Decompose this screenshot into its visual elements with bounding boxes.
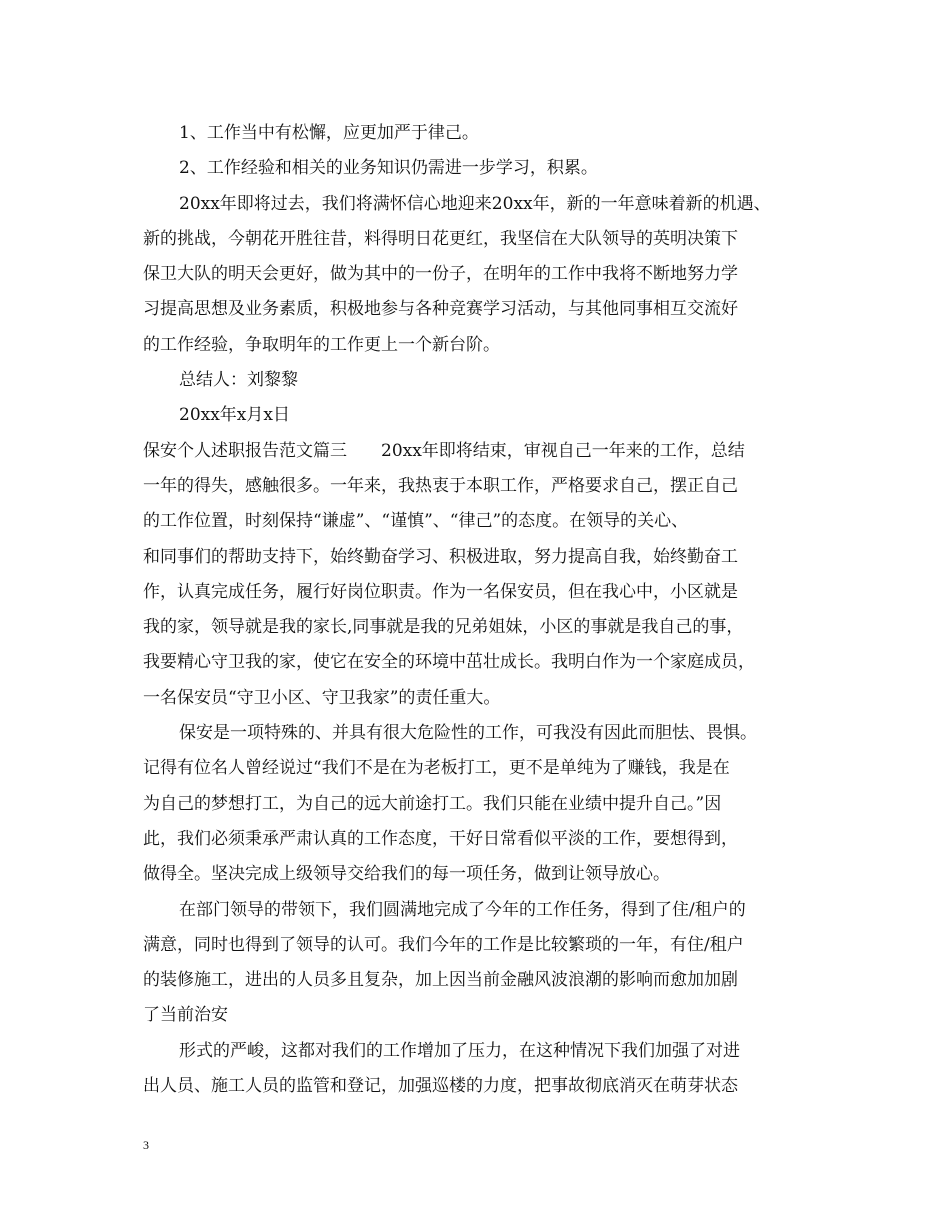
text-line: 此，我们必须秉承严肃认真的工作态度，干好日常看似平淡的工作，要想得到， xyxy=(143,828,738,849)
text-line: 总结人：刘黎黎 xyxy=(179,370,298,391)
text-line: 习提高思想及业务素质，积极地参与各种竞赛学习活动，与其他同事相互交流好 xyxy=(143,299,738,320)
text-line: 20xx年x月x日 xyxy=(179,405,290,426)
text-line: 的工作位置，时刻保持“谦虚”、“谨慎”、“律己”的态度。在领导的关心、 xyxy=(143,511,689,532)
text-line: 为自己的梦想打工，为自己的远大前途打工。我们只能在业绩中提升自己。”因 xyxy=(143,793,722,814)
body-text xyxy=(143,116,827,1104)
text-line: 的工作经验，争取明年的工作更上一个新台阶。 xyxy=(143,334,500,355)
text-line: 2、工作经验和相关的业务知识仍需进一步学习，积累。 xyxy=(179,158,598,179)
text-line: 在部门领导的带领下，我们圆满地完成了今年的工作任务，得到了住/租户的 xyxy=(179,899,746,920)
text-line: 保安是一项特殊的、并具有很大危险性的工作，可我没有因此而胆怯、畏惧。 xyxy=(179,723,757,744)
text-line: 满意，同时也得到了领导的认可。我们今年的工作是比较繁琐的一年，有住/租户 xyxy=(143,934,744,955)
text-line: 一年的得失，感触很多。一年来，我热衷于本职工作，严格要求自己，摆正自己 xyxy=(143,475,738,496)
text-line: 我的家，领导就是我的家长,同事就是我的兄弟姐妹，小区的事就是我自己的事， xyxy=(143,617,744,638)
text-line: 新的挑战，今朝花开胜往昔，料得明日花更红，我坚信在大队领导的英明决策下 xyxy=(143,228,738,249)
text-line: 了当前治安 xyxy=(143,1005,228,1026)
text-line: 做得全。坚决完成上级领导交给我们的每一项任务，做到让领导放心。 xyxy=(143,864,670,885)
text-line: 和同事们的帮助支持下，始终勤奋学习、积极进取，努力提高自我，始终勤奋工 xyxy=(143,546,738,567)
text-line: 记得有位名人曾经说过“我们不是在为老板打工，更不是单纯为了赚钱，我是在 xyxy=(143,758,730,779)
text-line: 我要精心守卫我的家，使它在安全的环境中茁壮成长。我明白作为一个家庭成员， xyxy=(143,652,755,673)
text-line: 保卫大队的明天会更好，做为其中的一份子，在明年的工作中我将不断地努力学 xyxy=(143,264,738,285)
text-line: 20xx年即将过去，我们将满怀信心地迎来20xx年，新的一年意味着新的机遇、 xyxy=(179,193,771,214)
page-number: 3 xyxy=(143,1138,149,1152)
text-line: 一名保安员“守卫小区、守卫我家”的责任重大。 xyxy=(143,687,501,708)
text-line: 的装修施工，进出的人员多且复杂，加上因当前金融风波浪潮的影响而愈加加剧 xyxy=(143,970,738,991)
text-line: 保安个人述职报告范文篇三 20xx年即将结束，审视自己一年来的工作，总结 xyxy=(143,440,745,461)
text-line: 1、工作当中有松懈，应更加严于律己。 xyxy=(179,123,479,143)
text-line: 出人员、施工人员的监管和登记，加强巡楼的力度，把事故彻底消灭在萌芽状态 xyxy=(143,1076,738,1097)
text-line: 作，认真完成任务，履行好岗位职责。作为一名保安员，但在我心中，小区就是 xyxy=(143,581,738,602)
text-line: 形式的严峻，这都对我们的工作增加了压力，在这种情况下我们加强了对进 xyxy=(179,1040,740,1061)
